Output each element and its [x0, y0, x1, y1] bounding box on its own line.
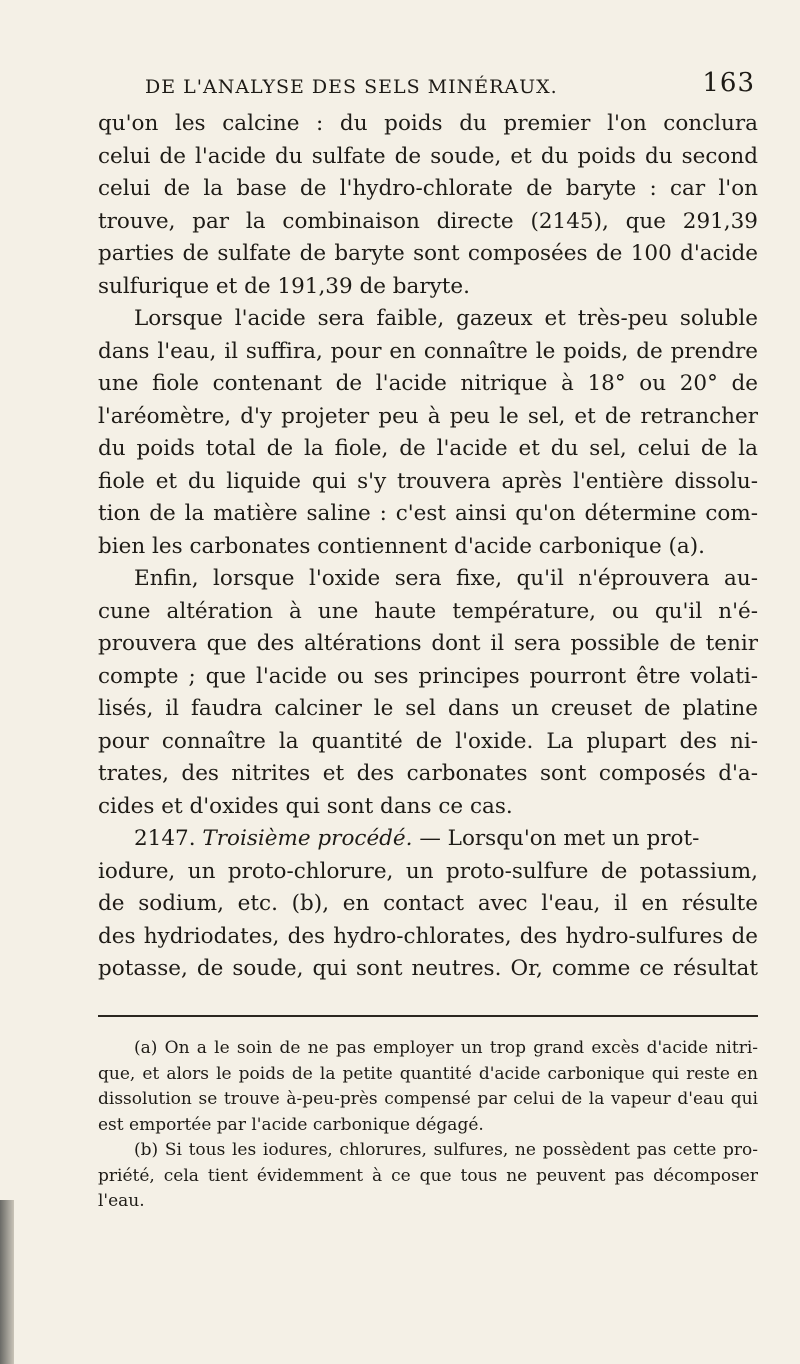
section-heading-line — [98, 823, 758, 856]
footnote-line: que, et alors le poids de la petite quantité d'acide carbonique qui reste en — [98, 1063, 758, 1084]
text-line: compte ; que l'acide ou ses principes pourront être volati- — [98, 663, 758, 689]
footnote-line: (b) Si tous les iodures, chlorures, sulfures, ne possèdent pas cette pro- — [134, 1140, 758, 1160]
text-line: lisés, il faudra calciner le sel dans un creuset de platine — [98, 696, 758, 721]
text-line: prouvera que des altérations dont il sera possible de tenir — [98, 631, 758, 656]
text-line: iodure, un proto-chlorure, un proto-sulfure de potassium, — [98, 858, 758, 884]
main-text — [98, 108, 758, 986]
text-line: du poids total de la fiole, de l'acide et du sel, celui de la — [98, 436, 758, 461]
text-line: trates, des nitrites et des carbonates sont composés d'a- — [98, 761, 758, 786]
page-number: 163 — [702, 68, 755, 98]
text-line: des hydriodates, des hydro-chlorates, des hydro-sulfures de — [98, 923, 758, 949]
text-line: celui de l'acide du sulfate de soude, et du poids du second — [98, 143, 758, 169]
text-line: cides et d'oxides qui sont dans ce cas. — [98, 793, 513, 819]
running-title: DE L'ANALYSE DES SELS MINÉRAUX. — [145, 76, 558, 98]
text-line: de sodium, etc. (b), en contact avec l'eau, il en résulte — [98, 891, 758, 916]
section-lead-text: — Lorsqu'on met un prot- — [419, 826, 700, 851]
text-line: dans l'eau, il suffira, pour en connaître le poids, de prendre — [98, 338, 758, 364]
text-line: cune altération à une haute température, ou qu'il n'é- — [98, 598, 758, 624]
text-line: potasse, de soude, qui sont neutres. Or, comme ce résultat — [98, 956, 758, 981]
text-line: fiole et du liquide qui s'y trouvera après l'entière dissolu- — [98, 468, 758, 494]
footnote-line: est emportée par l'acide carbonique dégagé. — [98, 1114, 484, 1135]
footnotes — [98, 1036, 758, 1215]
binding-shadow — [0, 1200, 14, 1364]
footnote-line: priété, cela tient évidemment à ce que tous ne peuvent pas décomposer — [98, 1165, 758, 1186]
text-line: bien les carbonates contiennent d'acide carbonique (a). — [98, 533, 705, 559]
footnote-line: l'eau. — [98, 1191, 145, 1211]
page-header — [145, 68, 755, 104]
text-line: l'aréomètre, d'y projeter peu à peu le sel, et de retrancher — [98, 403, 758, 429]
text-line: qu'on les calcine : du poids du premier l'on conclura — [98, 111, 758, 136]
footnote-line: dissolution se trouve à-peu-près compensé par celui de la vapeur d'eau qui — [98, 1089, 758, 1109]
text-line: trouve, par la combinaison directe (2145), que 291,39 — [98, 208, 758, 234]
text-line: Enfin, lorsque l'oxide sera fixe, qu'il n'éprouvera au- — [134, 566, 758, 591]
text-line: tion de la matière saline : c'est ainsi qu'on détermine com- — [98, 501, 758, 526]
section-title: Troisième procédé. — [202, 826, 413, 851]
text-line: sulfurique et de 191,39 de baryte. — [98, 273, 470, 299]
text-line: Lorsque l'acide sera faible, gazeux et très-peu soluble — [134, 306, 758, 331]
text-line: parties de sulfate de baryte sont composées de 100 d'acide — [98, 241, 758, 266]
text-line: une fiole contenant de l'acide nitrique à 18° ou 20° de — [98, 371, 758, 396]
section-number: 2147. — [134, 826, 196, 851]
footnote-divider — [98, 1015, 758, 1017]
footnote-line: (a) On a le soin de ne pas employer un trop grand excès d'acide nitri- — [134, 1038, 758, 1058]
text-line: pour connaître la quantité de l'oxide. La plupart des ni- — [98, 728, 758, 754]
text-line: celui de la base de l'hydro-chlorate de baryte : car l'on — [98, 176, 758, 201]
